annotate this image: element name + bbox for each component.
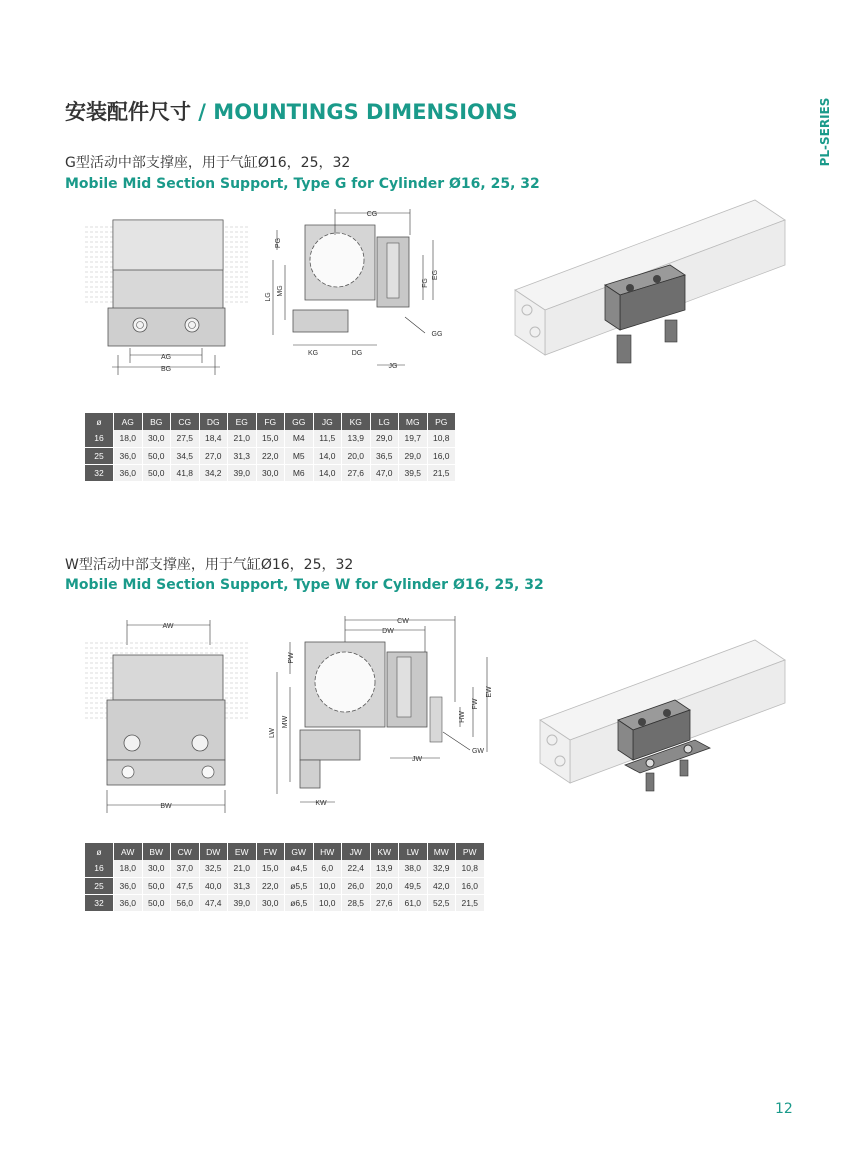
- table-cell: 36,5: [370, 447, 399, 464]
- table-cell: 34,2: [199, 464, 228, 481]
- dim-label-cw: CW: [397, 618, 409, 625]
- section-g-side-view-drawing: [265, 205, 450, 375]
- table-row: [85, 447, 456, 464]
- table-cell: 25: [85, 877, 114, 894]
- dim-label-lg: LG: [265, 292, 272, 302]
- table-cell: 10,8: [456, 860, 485, 877]
- dim-label-aw: AW: [162, 623, 174, 630]
- table-cell: 18,0: [114, 430, 143, 447]
- table-cell: 27,6: [370, 894, 399, 911]
- table-header-cell: JG: [313, 413, 342, 430]
- page-title-en: MOUNTINGS DIMENSIONS: [213, 100, 518, 124]
- table-cell: 14,0: [313, 464, 342, 481]
- section-w-product-illustration: [530, 635, 790, 795]
- table-cell: 27,6: [342, 464, 371, 481]
- table-cell: 50,0: [142, 877, 171, 894]
- table-header-cell: EW: [228, 843, 257, 860]
- table-cell: 38,0: [399, 860, 428, 877]
- table-header-cell: EG: [228, 413, 257, 430]
- dim-label-fw: FW: [472, 698, 479, 710]
- dim-label-fg: FG: [422, 278, 429, 288]
- table-cell: 50,0: [142, 447, 171, 464]
- table-cell: M4: [285, 430, 314, 447]
- section-g-dimension-table: [85, 413, 456, 482]
- table-cell: 16: [85, 860, 114, 877]
- table-cell: 16,0: [456, 877, 485, 894]
- dim-label-gg: GG: [431, 331, 443, 338]
- dim-label-ag: AG: [160, 354, 172, 361]
- table-header-cell: ø: [85, 413, 114, 430]
- table-cell: 25: [85, 447, 114, 464]
- table-cell: 21,5: [456, 894, 485, 911]
- section-w-dimension-table: [85, 843, 485, 912]
- table-header-cell: GW: [285, 843, 314, 860]
- table-cell: 40,0: [199, 877, 228, 894]
- table-cell: ø5,5: [285, 877, 314, 894]
- table-cell: 30,0: [256, 464, 285, 481]
- table-header-cell: DW: [199, 843, 228, 860]
- dim-label-gw: GW: [471, 748, 485, 755]
- section-w-subtitle-en: Mobile Mid Section Support, Type W for Cylinder Ø16, 25, 32: [65, 577, 544, 593]
- dim-label-mw: MW: [282, 715, 289, 729]
- table-header-cell: ø: [85, 843, 114, 860]
- table-cell: 20,0: [342, 447, 371, 464]
- table-cell: 42,0: [427, 877, 456, 894]
- table-cell: 47,0: [370, 464, 399, 481]
- section-w-side-view-drawing: [265, 612, 495, 812]
- dim-label-kg: KG: [307, 350, 319, 357]
- table-cell: 19,7: [399, 430, 428, 447]
- table-header-cell: JW: [342, 843, 371, 860]
- table-cell: 18,0: [114, 860, 143, 877]
- table-cell: 47,4: [199, 894, 228, 911]
- dim-label-dw: DW: [382, 628, 394, 635]
- table-cell: 31,3: [228, 877, 257, 894]
- dim-label-ew: EW: [486, 686, 493, 698]
- table-cell: M6: [285, 464, 314, 481]
- table-cell: 47,5: [171, 877, 200, 894]
- dim-label-eg: EG: [432, 269, 439, 281]
- table-cell: 61,0: [399, 894, 428, 911]
- table-cell: 36,0: [114, 464, 143, 481]
- table-header-cell: LW: [399, 843, 428, 860]
- table-cell: 34,5: [171, 447, 200, 464]
- table-cell: 32: [85, 894, 114, 911]
- table-header-row: [85, 413, 456, 430]
- table-row: [85, 464, 456, 481]
- table-header-cell: GG: [285, 413, 314, 430]
- table-cell: 22,0: [256, 447, 285, 464]
- dim-label-kw: KW: [315, 800, 327, 807]
- table-row: [85, 860, 484, 877]
- page-title-separator: /: [191, 100, 214, 124]
- dim-label-mg: MG: [277, 285, 284, 297]
- table-header-cell: AW: [114, 843, 143, 860]
- table-cell: 6,0: [313, 860, 342, 877]
- table-row: [85, 894, 484, 911]
- table-cell: 56,0: [171, 894, 200, 911]
- table-header-cell: HW: [313, 843, 342, 860]
- section-g-subtitle-cn: G型活动中部支撑座，用于气缸Ø16，25，32: [65, 155, 351, 171]
- table-header-cell: LG: [370, 413, 399, 430]
- section-g-subtitle-en: Mobile Mid Section Support, Type G for Cylinder Ø16, 25, 32: [65, 176, 540, 192]
- table-header-cell: FW: [256, 843, 285, 860]
- table-cell: 13,9: [342, 430, 371, 447]
- table-cell: 13,9: [370, 860, 399, 877]
- table-header-cell: MG: [399, 413, 428, 430]
- table-cell: 30,0: [142, 430, 171, 447]
- table-cell: 10,8: [427, 430, 456, 447]
- dim-label-dg: DG: [351, 350, 363, 357]
- dim-label-cg: CG: [366, 211, 378, 218]
- table-cell: 50,0: [142, 464, 171, 481]
- table-header-cell: CW: [171, 843, 200, 860]
- table-cell: 32: [85, 464, 114, 481]
- section-w-subtitle-cn: W型活动中部支撑座，用于气缸Ø16，25，32: [65, 557, 354, 573]
- table-header-cell: PG: [427, 413, 456, 430]
- table-cell: 14,0: [313, 447, 342, 464]
- dim-label-jw: JW: [411, 756, 423, 763]
- table-header-cell: AG: [114, 413, 143, 430]
- table-row: [85, 430, 456, 447]
- table-cell: 10,0: [313, 894, 342, 911]
- table-header-cell: CG: [171, 413, 200, 430]
- table-cell: 26,0: [342, 877, 371, 894]
- table-cell: 29,0: [399, 447, 428, 464]
- dim-label-pw: PW: [288, 652, 295, 664]
- table-cell: 31,3: [228, 447, 257, 464]
- table-cell: 21,5: [427, 464, 456, 481]
- table-header-cell: KW: [370, 843, 399, 860]
- table-cell: 22,4: [342, 860, 371, 877]
- table-cell: 52,5: [427, 894, 456, 911]
- table-cell: 20,0: [370, 877, 399, 894]
- table-cell: M5: [285, 447, 314, 464]
- table-cell: 10,0: [313, 877, 342, 894]
- table-cell: 39,5: [399, 464, 428, 481]
- table-cell: 21,0: [228, 430, 257, 447]
- table-cell: 16: [85, 430, 114, 447]
- table-cell: 39,0: [228, 894, 257, 911]
- table-cell: 27,5: [171, 430, 200, 447]
- page-title-cn: 安装配件尺寸: [65, 100, 191, 124]
- table-cell: 21,0: [228, 860, 257, 877]
- table-cell: 18,4: [199, 430, 228, 447]
- table-cell: 49,5: [399, 877, 428, 894]
- page-title: [65, 96, 518, 126]
- section-g-product-illustration: [505, 190, 795, 380]
- dim-label-pg: PG: [275, 237, 282, 249]
- table-cell: 32,5: [199, 860, 228, 877]
- table-header-cell: MW: [427, 843, 456, 860]
- table-cell: 36,0: [114, 877, 143, 894]
- table-cell: 36,0: [114, 894, 143, 911]
- table-header-cell: BW: [142, 843, 171, 860]
- table-cell: 15,0: [256, 860, 285, 877]
- table-header-cell: FG: [256, 413, 285, 430]
- dim-label-lw: LW: [269, 728, 276, 738]
- section-w-front-view-drawing: [80, 615, 260, 815]
- table-cell: 39,0: [228, 464, 257, 481]
- dim-label-bg: BG: [160, 366, 172, 373]
- section-g-front-view-drawing: [80, 205, 260, 380]
- table-cell: 37,0: [171, 860, 200, 877]
- table-header-cell: BG: [142, 413, 171, 430]
- table-header-cell: DG: [199, 413, 228, 430]
- table-cell: ø4,5: [285, 860, 314, 877]
- table-header-cell: KG: [342, 413, 371, 430]
- table-cell: 41,8: [171, 464, 200, 481]
- dim-label-bw: BW: [160, 803, 172, 810]
- dim-label-hw: HW: [459, 711, 466, 723]
- table-cell: 22,0: [256, 877, 285, 894]
- table-cell: 32,9: [427, 860, 456, 877]
- table-header-cell: PW: [456, 843, 485, 860]
- dim-label-jg: JG: [388, 363, 398, 370]
- table-cell: ø6,5: [285, 894, 314, 911]
- table-cell: 30,0: [142, 860, 171, 877]
- table-cell: 16,0: [427, 447, 456, 464]
- table-cell: 29,0: [370, 430, 399, 447]
- series-side-tab: [812, 96, 838, 168]
- table-cell: 27,0: [199, 447, 228, 464]
- table-header-row: [85, 843, 484, 860]
- table-cell: 30,0: [256, 894, 285, 911]
- table-row: [85, 877, 484, 894]
- table-cell: 36,0: [114, 447, 143, 464]
- table-cell: 11,5: [313, 430, 342, 447]
- table-cell: 28,5: [342, 894, 371, 911]
- page-number: 12: [775, 1101, 793, 1117]
- series-side-tab-label: PL-SERIES: [818, 97, 832, 167]
- table-cell: 15,0: [256, 430, 285, 447]
- table-cell: 50,0: [142, 894, 171, 911]
